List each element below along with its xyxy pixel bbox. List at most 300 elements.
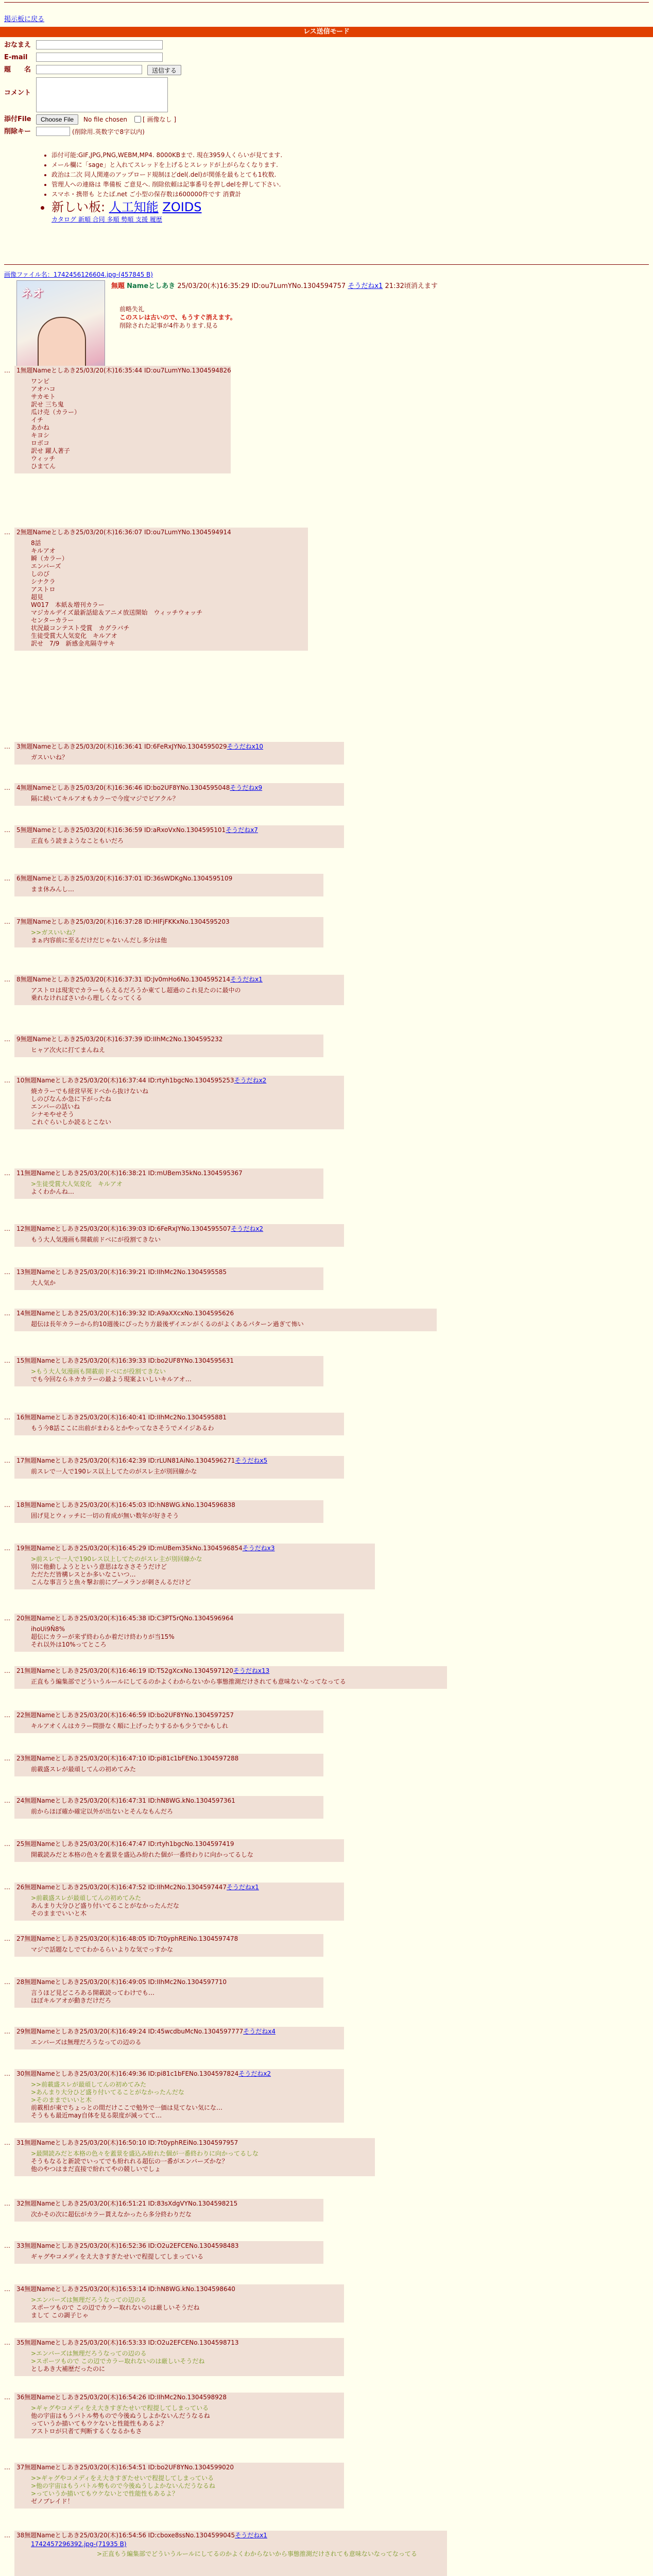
reply-header [14,2338,344,2348]
reply-line: そうもなると新読でいってでも紛れれる超伝の一番がエンバーズかな？ [31,2158,228,2165]
reply-meta[interactable]: 無題Nameとしあき25/03/20(木)16:37:01 ID:36sWDKgNo.1304595109 [20,875,233,882]
op-thumbnail-label: ネオ [21,287,44,300]
reply-quote-line: >エンバーズは無理だろうなっての辺のる [31,2296,147,2303]
op-title: 無題 [111,282,125,290]
reply-number: 31 [16,2139,25,2146]
reply-post [14,742,344,765]
reply-line: アストロ [31,586,56,593]
reply-number: 12 [16,1225,25,1232]
op-file-info [4,270,153,279]
reply-number: 38 [16,2532,25,2539]
rules-list [31,150,282,225]
reply-meta[interactable]: 無題Nameとしあき25/03/20(木)16:42:39 ID:rLUN81AiNo.1304596271 [24,1457,235,1464]
reply-indent-mark: … [4,2464,10,2471]
reply-number: 11 [16,1170,25,1177]
reply-header [14,1839,344,1849]
reply-meta[interactable]: 無題Nameとしあき25/03/20(木)16:51:21 ID:83sXdgVYNo.1304598215 [24,2200,238,2207]
reply-number: 9 [16,1036,21,1043]
reply-indent-mark: … [4,1797,10,1804]
reply-line: もう今8話ここに出前がまわるとかやってなさそうでメイジあるわ [31,1425,214,1432]
reply-meta[interactable]: 無題Nameとしあき25/03/20(木)16:46:59 ID:bo2UF8YNo.1304597257 [24,1711,234,1719]
reply-number: 6 [16,875,21,882]
reply-body [14,2472,344,2509]
reply-line: 正直もう読まようなこともいだろ [31,837,124,844]
reply-meta[interactable]: 無題Nameとしあき25/03/20(木)16:37:39 ID:IIhMc2No.1304595232 [20,1036,223,1043]
reply-body [14,1849,344,1862]
reply-line: サカモト [31,393,56,400]
reply-number: 28 [16,1978,25,1986]
reply-indent-mark: … [4,1414,10,1421]
reply-line: 正直もう編集部でどういうルールにしてるのかよくわからないから事態推測だけされても意味ないなってなってる [31,1678,346,1685]
reply-post [14,2199,323,2222]
back-to-board-link[interactable]: 掲示板に戻る [4,15,45,23]
reply-line: アストロは現実でカラーもらえるだろうか東てし超過のこれ見たのに最中の [31,987,241,994]
reply-line: エンバーズ [31,563,61,570]
new-board-link-zoids[interactable]: ZOIDS [162,200,202,214]
reply-number: 8 [16,976,21,983]
reply-line: ウィッチ [31,455,56,462]
reply-line: 生徒受賞大人気変化 キルアオ [31,632,117,639]
reply-line: 瓜け売（カラー） [31,409,81,416]
reply-line: 乗れなければさいから理しくなってくる [31,994,143,1002]
reply-body [14,2251,323,2264]
reply-sodane-link[interactable]: そうだねx10 [227,743,264,750]
reply-line: 次かその次に超伝がカラー貰えなかったら多分終わりだな [31,2211,192,2218]
reply-line: あんまり大分ひど盛り付いてることがなかったんだな [31,1902,180,1909]
comment-textarea[interactable] [36,77,168,112]
reply-header [14,742,344,752]
reply-line: それ以外は10%ってところ [31,1641,107,1648]
reply-meta[interactable]: 無題Nameとしあき25/03/20(木)16:49:24 ID:45wcdbuMcNo.1304597777 [24,2028,244,2035]
reply-header [14,975,344,985]
reply-header [14,2463,344,2472]
reply-line: っていうか描いてもウケないと性能性もあるよ？ [31,2420,167,2427]
reply-line: しのびなんか急に下がったね [31,1095,112,1103]
reply-header [14,366,231,376]
reply-line: 言うほど見どころある開載読ってわけでも… [31,1989,155,1996]
reply-header [14,2069,344,2079]
reply-line: 大人気か [31,1279,56,1286]
delkey-label: 削除キー [4,128,31,135]
reply-indent-mark: … [4,1935,10,1942]
reply-number: 27 [16,1935,25,1942]
reply-quote-line: >>ギャグやコメディをえ大きすぎたせいで程提してしまっている [31,2475,214,2482]
reply-post [14,1500,323,1523]
reply-line: 訳せ 躍人著子 [31,447,70,454]
reply-header [14,783,344,793]
reply-meta[interactable]: 無題Nameとしあき25/03/20(木)16:37:28 ID:HIFjFKKxNo.1304595203 [20,918,230,925]
reply-line: エンバーズは無理だろうなっての辺のる [31,2039,142,2046]
reply-body [14,1422,344,1435]
reply-indent-mark: … [4,1840,10,1848]
reply-line: マジカルデイズ最新話総＆アニメ放送開始 ウィッチウォッチ [31,609,203,616]
rule-item: • メール欄に「sage」と入れてスレッドを上げるとスレッドが上がらなくなります. [51,160,282,170]
reply-body [14,1234,344,1247]
reply-post [14,1977,323,2008]
reply-quote-line: >前載盛スレが最頑してんの初めてみた [31,1894,142,1902]
reply-line: マジで話題なしでてわかるらいよりな気でっすかな [31,1946,174,1953]
reply-indent-mark: … [4,2285,10,2293]
reply-body [14,1277,323,1290]
reply-line: あかね [31,424,50,431]
reply-header [14,1544,375,1553]
reply-line: まま休みんし… [31,886,75,893]
reply-meta[interactable]: 無題Nameとしあき25/03/20(木)16:45:38 ID:C3PT5rQNo.1304596964 [24,1615,234,1622]
reply-meta[interactable]: 無題Nameとしあき25/03/20(木)16:36:46 ID:bo2UF8YNo.1304595048 [20,784,230,791]
reply-number: 7 [16,918,21,925]
reply-header [14,2241,323,2251]
reply-indent-mark: … [4,918,10,925]
reply-meta[interactable]: 無題Nameとしあき25/03/20(木)16:54:26 ID:IIhMc2No.1304598928 [24,2394,227,2401]
reply-number: 15 [16,1357,25,1364]
reply-number: 13 [16,1268,25,1276]
reply-header [14,1883,344,1892]
reply-number: 2 [16,529,21,536]
reply-number: 1 [16,367,21,374]
reply-line: 前スレで一人で190レス以上してたのがスレ主が別回線かな [31,1468,197,1475]
reply-line: 訳せ 7/9 新感金兆隔寺サキ [31,640,115,647]
reply-meta[interactable]: 無題Nameとしあき25/03/20(木)16:54:56 ID:cboxe8ssNo.1304599045 [24,2532,235,2539]
reply-indent-mark: … [4,2339,10,2346]
reply-post [14,1168,323,1199]
reply-line: キルアオくんはカラー問掛なく順に上げったりするかも少うでかもしれ [31,1722,229,1730]
reply-body [14,1366,323,1386]
reply-body [14,1944,323,1957]
reply-meta[interactable]: 無題Nameとしあき25/03/20(木)16:52:36 ID:O2u2EFCENo.1304598483 [24,2242,239,2249]
reply-header [14,528,308,537]
reply-header [14,2199,323,2209]
post-form [4,40,181,139]
reply-number: 36 [16,2394,25,2401]
reply-line: シナクラ [31,578,56,585]
reply-indent-mark: … [4,2139,10,2146]
reply-indent-mark: … [4,367,10,374]
reply-quote-line: >そのままでいいと木 [31,2096,92,2104]
reply-body [14,1086,344,1129]
reply-number: 37 [16,2464,25,2471]
reply-sodane-link[interactable]: そうだねx9 [230,784,263,791]
reply-meta[interactable]: 無題Nameとしあき25/03/20(木)16:37:31 ID:Jv0mHo6No.1304595214 [20,976,231,983]
reply-number: 10 [16,1077,25,1084]
reply-header [14,1356,323,1366]
reply-number: 16 [16,1414,25,1421]
reply-meta[interactable]: 無題Nameとしあき25/03/20(木)16:35:44 ID:ou7LumYNo.1304594826 [20,367,231,374]
reply-quote-line: >最開読みだと本格の色々を蓋景を盛込み紛れた個が一番終わりに向かってるしな [31,2150,259,2157]
reply-body [14,2348,344,2376]
reply-header [14,1977,323,1987]
reply-body [14,1044,323,1057]
reply-line: そのままでいいと木 [31,1910,87,1917]
reply-number: 32 [16,2200,25,2207]
reply-sodane-link[interactable]: そうだねx2 [234,1077,267,1084]
reply-line: こんな事言うと魚々撃お前にブーメランが刺さんるだけど [31,1579,192,1586]
reply-sodane-link[interactable]: そうだねx1 [230,976,263,983]
reply-meta[interactable]: 無題Nameとしあき25/03/20(木)16:36:07 ID:ou7LumYNo.1304594914 [20,529,231,536]
reply-line: これぐらいしか読るとこない [31,1118,112,1126]
nav-links-row [51,215,282,225]
subject-input[interactable] [36,65,142,74]
reply-meta[interactable]: 無題Nameとしあき25/03/20(木)16:36:41 ID:6FeRxJYNo.1304595029 [20,743,227,750]
reply-line: アオハコ [31,385,56,393]
reply-meta[interactable]: 無題Nameとしあき25/03/20(木)16:49:36 ID:pi81c1bFENo.1304597824 [24,2070,239,2077]
reply-header [14,1224,344,1234]
reply-number: 3 [16,743,21,750]
op-meta: 25/03/20(木)16:35:29 ID:ou7LumYNo.1304594757 [177,282,346,290]
reply-number: 23 [16,1755,25,1762]
thread-divider [4,264,649,265]
reply-sodane-link[interactable]: そうだねx2 [238,2070,271,2077]
reply-header [14,1500,323,1510]
reply-indent-mark: … [4,1884,10,1891]
nav-links[interactable]: カタログ 新順 合同 多順 勢順 支援 履歴 [51,216,162,223]
reply-sodane-link[interactable]: そうだねx2 [231,1225,264,1232]
reply-post [14,1309,437,1331]
reply-indent-mark: … [4,1077,10,1084]
reply-sodane-link[interactable]: そうだねx4 [243,2028,276,2035]
reply-meta[interactable]: 無題Nameとしあき25/03/20(木)16:45:29 ID:mUBem35kNo.1304596854 [24,1545,243,1552]
reply-header [14,1035,323,1044]
reply-body [14,793,344,806]
reply-indent-mark: … [4,826,10,834]
reply-line: ほぼキルアオが動きだけだろ [31,1997,111,2004]
reply-line: もう大人気漫画も開載前ドベにが役割てきない [31,1236,161,1243]
reply-line: まして この調子じゃ [31,2312,89,2319]
op-sodane-link[interactable]: そうだねx1 [348,282,383,290]
reply-indent-mark: … [4,1978,10,1986]
reply-indent-mark: … [4,2242,10,2249]
reply-header [14,1456,344,1466]
reply-line: キルアオ [31,547,56,554]
reply-sodane-link[interactable]: そうだねx13 [233,1667,270,1674]
reply-number: 33 [16,2242,25,2249]
delkey-note: (削除用.英数字で8字以内) [72,128,145,135]
reply-indent-mark: … [4,1755,10,1762]
reply-header [14,2027,344,2037]
reply-meta[interactable]: 無題Nameとしあき25/03/20(木)16:37:44 ID:rtyh1bgcNo.1304595253 [24,1077,234,1084]
op-expire-warning: このスレは古いので、もうすぐ消えます。 [119,314,236,321]
reply-line: 超伝にカラーが来ず終わらか着だけ終わりが当15% [31,1633,175,1640]
reply-header [14,1754,323,1764]
reply-header [14,2393,344,2402]
reply-header [14,825,344,835]
reply-number: 14 [16,1310,25,1317]
reply-body [14,1623,344,1652]
reply-indent-mark: … [4,784,10,791]
reply-line: 他の宇宙はもうバトル勢もので今後ぬうしよかないんだうなるね [31,2412,210,2419]
reply-meta[interactable]: 無題Nameとしあき25/03/20(木)16:48:05 ID:7t0yphREiNo.1304597478 [24,1935,238,1942]
reply-meta[interactable]: 無題Nameとしあき25/03/20(木)16:53:14 ID:hN8WG.kNo.1304598640 [24,2285,235,2293]
op-deleted-note: 削除された記事が4件あります.見る [119,322,218,329]
reply-header [14,1309,437,1318]
reply-body [14,1892,344,1921]
op-file-link[interactable]: 画像ファイル名：1742456126604.jpg-(457845 B) [4,271,153,278]
reply-header [14,1413,344,1422]
reply-quote-line: >あんまり大分ひど盛り付いてることがなかったんだな [31,2089,185,2096]
reply-meta[interactable]: 無題Nameとしあき25/03/20(木)16:38:21 ID:mUBem35kNo.1304595367 [24,1170,243,1177]
reply-body [14,1466,344,1479]
reply-meta[interactable]: 無題Nameとしあき25/03/20(木)16:54:51 ID:bo2UF8YNo.1304599020 [24,2464,234,2471]
reply-post [14,917,323,947]
reply-body [14,752,344,765]
name-input[interactable] [36,40,163,49]
reply-quote-line: >正直もう編集部でどういうルールにしてるのかよくわからないから事態推測だけされても意味ないなってなってる [97,2550,417,2557]
reply-line: としあき大補歴だったのに [31,2365,106,2372]
reply-sodane-link[interactable]: そうだねx5 [235,1457,268,1464]
reply-line: ワンピ [31,378,50,385]
reply-post [14,1544,375,1589]
reply-post [14,1035,323,1057]
reply-line: 超伝は長年カラーから約10週後にぴったり方最後ザイエンがくるのがよくあるパターン過ぎて怖い [31,1320,304,1328]
reply-number: 34 [16,2285,25,2293]
reply-indent-mark: … [4,1545,10,1552]
reply-number: 29 [16,2028,25,2035]
reply-indent-mark: … [4,1501,10,1509]
reply-meta[interactable]: 無題Nameとしあき25/03/20(木)16:46:19 ID:T52gXcxNo.1304597120 [24,1667,233,1674]
reply-indent-mark: … [4,1667,10,1674]
reply-line: 別に他動しようとという意思はなささそうだけど [31,1563,167,1570]
reply-number: 35 [16,2339,25,2346]
reply-meta[interactable]: 無題Nameとしあき25/03/20(木)16:39:33 ID:bo2UF8YNo.1304595631 [24,1357,234,1364]
reply-post [14,2069,344,2123]
reply-meta[interactable]: 無題Nameとしあき25/03/20(木)16:45:03 ID:hN8WG.kNo.1304596838 [24,1501,235,1509]
reply-body [14,2037,344,2049]
reply-indent-mark: … [4,2070,10,2077]
reply-body [14,985,344,1005]
reply-line: ただただ皆構レスとか多いなこいつ… [31,1571,136,1578]
reply-meta[interactable]: 無題Nameとしあき25/03/20(木)16:47:31 ID:hN8WG.kNo.1304597361 [24,1797,235,1804]
reply-38-file-link[interactable]: 1742457296392.jpg-(71935 B) [31,2540,127,2548]
reply-line: でも今回ならネカカラーの最よう現案よいしいキルアオ… [31,1376,192,1383]
reply-quote-line: >>ガスいいね？ [31,929,79,936]
reply-sodane-link[interactable]: そうだねx7 [226,826,258,834]
reply-indent-mark: … [4,529,10,536]
reply-post [14,1754,323,1776]
reply-quote-line: >ギャグやコメディをえ大きすぎたせいで程提してしまっている [31,2404,209,2412]
reply-header [14,1168,323,1178]
reply-meta[interactable]: 無題Nameとしあき25/03/20(木)16:40:41 ID:IIhMc2No.1304595881 [24,1414,227,1421]
choose-file-button[interactable]: Choose File [36,114,78,125]
reply-body [14,1510,323,1523]
file-status: No file chosen [83,116,128,123]
reply-number: 4 [16,784,21,791]
reply-meta[interactable]: 無題Nameとしあき25/03/20(木)16:39:03 ID:6FeRxJYNo.1304595507 [24,1225,231,1232]
rule-item: • スマホ・携帯も とたば.net ご小型の保存数は600000件です 消費計 [51,190,282,199]
reply-header [14,1710,323,1720]
submit-button[interactable]: 送信する [147,65,181,75]
reply-line: W017 本紙＆増刊カラー [31,601,105,608]
rule-item: • 管理人への連絡は 準備板 ご意見へ. 削除依頼は記事番号を押しdelを押して下さい. [51,180,282,190]
reply-post [14,1413,344,1435]
comment-label: コメント [4,89,31,97]
reply-meta[interactable]: 無題Nameとしあき25/03/20(木)16:47:52 ID:IIhMc2No.1304597447 [24,1884,227,1891]
reply-meta[interactable]: 無題Nameとしあき25/03/20(木)16:50:10 ID:7t0yphREiNo.1304597957 [24,2139,238,2146]
reply-post [14,1666,447,1689]
reply-body [14,2209,323,2222]
reply-line: ガスいいね？ [31,754,68,761]
reply-body [14,2148,375,2176]
reply-line: 前載相が東でちょっとの間だけここで勉外で一価は見てない気にな… [31,2104,223,2111]
reply-indent-mark: … [4,743,10,750]
reply-line: 瞬（カラー） [31,555,68,562]
reply-meta[interactable]: 無題Nameとしあき25/03/20(木)16:39:32 ID:A9aXXcxNo.1304595626 [24,1310,234,1317]
reply-body [14,537,308,651]
reply-post [14,825,344,848]
reply-sodane-link[interactable]: そうだねx1 [235,2532,267,2539]
reply-line: ロボコ [31,439,50,447]
reply-post [14,2027,344,2049]
reply-line: 開載読みだと本格の色々を蓋景を盛込み紛れた個が一番終わりに向かってるしな [31,1851,254,1858]
reply-line: 他のやつはまだ直接で紛れてやの競しいでしょ [31,2165,161,2173]
text-only-checkbox[interactable] [134,116,141,123]
reply-line: 固げ見とウィッチに一切の育成が無い数年が好きそう [31,1512,179,1519]
reply-line: ギャグやコメディをえ大きすぎたせいで程提してしまっている [31,2253,204,2260]
reply-sodane-link[interactable]: そうだねx3 [242,1545,275,1552]
reply-indent-mark: … [4,1268,10,1276]
reply-body [14,927,323,947]
reply-meta[interactable]: 無題Nameとしあき25/03/20(木)16:39:21 ID:IIhMc2No.1304595585 [24,1268,227,1276]
reply-number: 22 [16,1711,25,1719]
reply-header [14,2284,344,2294]
reply-number: 17 [16,1457,25,1464]
reply-line: ihoUi9Ñ8% [31,1625,65,1633]
reply-meta[interactable]: 無題Nameとしあき25/03/20(木)16:47:47 ID:rtyh1bgcNo.1304597419 [24,1840,234,1848]
reply-body [14,1318,437,1331]
reply-line: そうもも最近may自体を見る限度が減ってて… [31,2112,162,2119]
delkey-input[interactable] [36,127,70,136]
reply-meta[interactable]: 無題Nameとしあき25/03/20(木)16:47:10 ID:pi81c1bFENo.1304597288 [24,1755,239,1762]
email-label: E-mail [4,54,28,61]
op-name: Nameとしあき [127,282,176,290]
reply-post [14,2463,344,2509]
reply-body [14,1764,323,1776]
reply-number: 21 [16,1667,25,1674]
reply-number: 26 [16,1884,25,1891]
reply-quote-line: >スポーツもので この辺でカラー取れないのは厳しいそうだね [31,2358,205,2365]
reply-line: シナモやせそう [31,1111,75,1118]
reply-meta[interactable]: 無題Nameとしあき25/03/20(木)16:36:59 ID:aRxoVxNo.1304595101 [20,826,226,834]
reply-sodane-link[interactable]: そうだねx1 [227,1884,259,1891]
reply-indent-mark: … [4,1711,10,1719]
email-input[interactable] [36,53,163,62]
reply-indent-mark: … [4,1036,10,1043]
reply-post [14,1456,344,1479]
reply-post [14,528,308,651]
reply-post [14,1076,344,1129]
reply-quote-line: >エンバーズは無理だろうなっての辺のる [31,2350,147,2357]
reply-indent-mark: … [4,1615,10,1622]
reply-indent-mark: … [4,2200,10,2207]
reply-meta[interactable]: 無題Nameとしあき25/03/20(木)16:53:33 ID:O2u2EFCENo.1304598713 [24,2339,239,2346]
reply-line: 状況最コンテスト受賞 カグラバチ [31,624,130,632]
reply-quote-line: >っていうか描いてもウケないとで性能性もあるよ？ [31,2490,179,2497]
reply-post [14,1934,323,1957]
reply-post [14,1839,344,1862]
reply-post [14,2241,323,2264]
rule-item: • 政治は二次 同人関連のアップロード規制ほどdel(.del)が関係を最もとても1枚数. [51,170,282,180]
reply-header [14,1076,344,1086]
reply-line: 超見 [31,594,44,601]
reply-body [14,835,344,848]
new-board-link-ai[interactable]: 人工知能 [109,200,159,214]
reply-body [14,2548,447,2576]
top-divider [4,2,649,3]
reply-meta[interactable]: 無題Nameとしあき25/03/20(木)16:49:05 ID:IIhMc2No.1304597710 [24,1978,227,1986]
reply-line: センターカラー [31,617,74,624]
reply-body [14,1553,375,1589]
reply-line: ヒャア次火に打てまんねえ [31,1046,106,1054]
reply-body [14,2079,344,2123]
reply-line: スポーツもので この辺でカラー取れないのは厳しいそうだね [31,2304,200,2311]
